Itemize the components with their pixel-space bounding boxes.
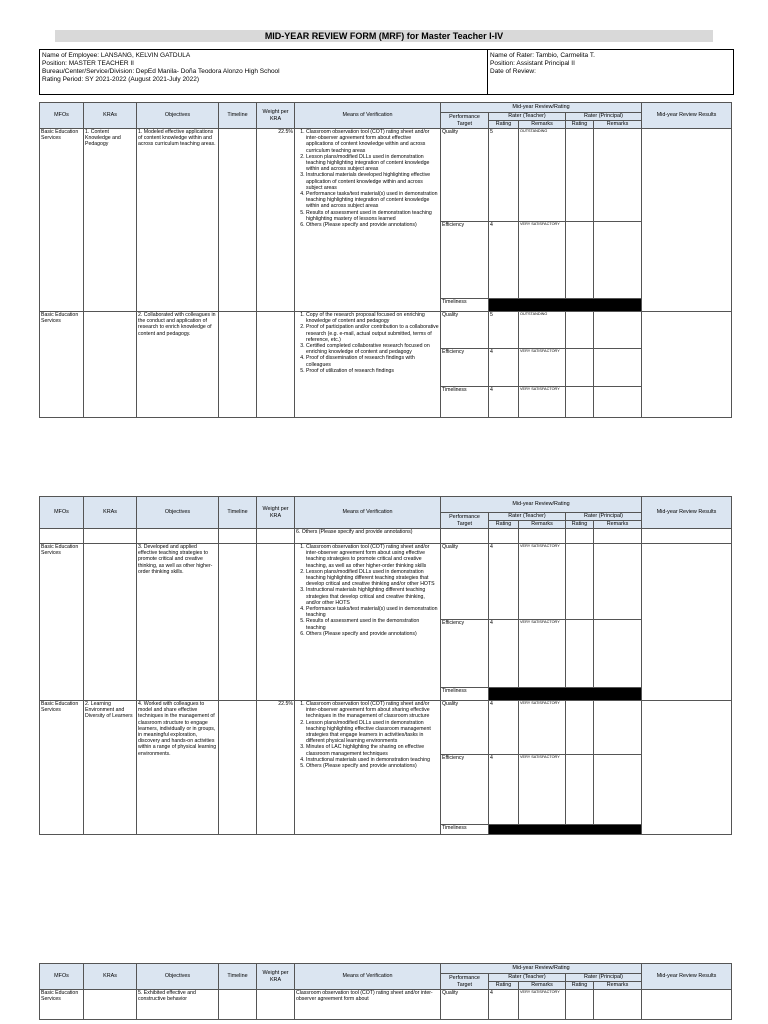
col-weight: Weight per KRA [257, 103, 295, 129]
timeline-cell [219, 544, 257, 701]
mov-item: 4. Instructional materials used in demonstration teaching [306, 757, 439, 763]
weight-cell [257, 544, 295, 701]
empty-cell [594, 529, 642, 544]
mov-item: 3. Instructional materials developed highlighting effective application of content knowledge within and across subject areas [306, 172, 439, 191]
col-weight: Weight per KRA [257, 964, 295, 990]
col-remarks: Remarks [519, 982, 566, 990]
remarks-value: OUTSTANDING [519, 129, 566, 222]
efficiency-label: Efficiency [441, 349, 489, 387]
mov-item: 5. Results of assessment used in demonstration teaching highlighting mastery of lessons learned [306, 210, 439, 222]
employee-info [42, 52, 482, 84]
review-table-1 [39, 102, 732, 418]
col-perf-target: Performance Target [441, 113, 489, 129]
rating-value: 5 [489, 312, 519, 349]
principal-rating [566, 755, 594, 825]
empty-cell [642, 529, 732, 544]
rating-value: 5 [489, 129, 519, 222]
col-remarks: Remarks [519, 121, 566, 129]
rating-value: 4 [489, 387, 519, 418]
results-cell [642, 990, 732, 1020]
empty-cell [84, 529, 137, 544]
remarks-value: VERY SATISFACTORY [519, 544, 566, 620]
principal-rating [566, 387, 594, 418]
col-midyear: Mid-year Review/Rating [441, 497, 642, 513]
remarks-value: VERY SATISFACTORY [519, 349, 566, 387]
col-perf-target: Performance Target [441, 513, 489, 529]
rating-value: 4 [489, 349, 519, 387]
mov-cell [295, 312, 441, 418]
principal-rating [566, 620, 594, 688]
col-mfos: MFOs [40, 964, 84, 990]
remarks-value: OUTSTANDING [519, 312, 566, 349]
mov-item: 1. Classroom observation tool (COT) rating sheet and/or inter-observer agreement form about effective applications of content knowledge within and across curriculum teaching areas [306, 129, 439, 154]
col-perf-target: Performance Target [441, 974, 489, 990]
employee-position: Position: MASTER TEACHER II [42, 60, 134, 67]
col-remarks: Remarks [519, 521, 566, 529]
principal-remarks [594, 990, 642, 1020]
col-weight: Weight per KRA [257, 497, 295, 529]
efficiency-label: Efficiency [441, 222, 489, 299]
weight-cell [257, 312, 295, 418]
objective-cell: 1. Modeled effective applications of content knowledge within and across curriculum teaching areas. [137, 129, 219, 312]
principal-remarks [594, 222, 642, 299]
mov-item: 4. Performance tasks/test material(s) used in demonstration teaching highlighting integration of content knowledge within and across subject areas [306, 191, 439, 210]
col-rater-teacher: Rater (Teacher) [489, 113, 566, 121]
review-table-2 [39, 496, 732, 835]
timeliness-label: Timeliness [441, 825, 489, 835]
objective-cell: 3. Developed and applied effective teaching strategies to promote critical and creative thinking, as well as other higher-order thinking skills. [137, 544, 219, 701]
mov-item: 3. Certified completed collaborative research focused on enriching knowledge of content and pedagogy [306, 343, 439, 355]
blacked-out-cell [489, 825, 642, 835]
principal-rating [566, 349, 594, 387]
principal-remarks [594, 620, 642, 688]
principal-rating [566, 544, 594, 620]
mov-item: 2. Lesson plans/modified DLLs used in demonstration teaching highlighting integration of content knowledge within and across subject areas [306, 154, 439, 173]
mov-item: 2. Lesson plans/modified DLLs used in demonstration teaching highlighting different teaching strategies that develop critical and creative thinking and/or other HOTS [306, 569, 439, 588]
mov-continued: 6. Others (Please specify and provide annotations) [295, 529, 441, 544]
col-rating: Rating [489, 121, 519, 129]
mov-item: 2. Lesson plans/modified DLLs used in demonstration teaching highlighting effective classroom management strategies that engage learners in activities/tasks in different physical learning environments [306, 720, 439, 745]
col-remarks: Remarks [594, 521, 642, 529]
empty-cell [519, 529, 566, 544]
mov-item: 5. Results of assessment used in the demonstration teaching [306, 618, 439, 630]
remarks-value: VERY SATISFACTORY [519, 222, 566, 299]
remarks-value: VERY SATISFACTORY [519, 620, 566, 688]
quality-label: Quality [441, 312, 489, 349]
empty-cell [257, 529, 295, 544]
kra-cell [84, 312, 137, 418]
results-cell [642, 312, 732, 418]
blacked-out-cell [489, 299, 642, 312]
col-kras: KRAs [84, 497, 137, 529]
objective-cell: 5. Exhibited effective and constructive behavior [137, 990, 219, 1020]
col-means: Means of Verification [295, 964, 441, 990]
remarks-value: VERY SATISFACTORY [519, 701, 566, 755]
col-kras: KRAs [84, 964, 137, 990]
col-objectives: Objectives [137, 497, 219, 529]
results-cell [642, 129, 732, 312]
col-objectives: Objectives [137, 103, 219, 129]
timeline-cell [219, 312, 257, 418]
results-cell [642, 701, 732, 835]
mov-item: 1. Classroom observation tool (COT) rating sheet and/or inter-observer agreement form about sharing effective techniques in the management of classroom structure [306, 701, 439, 720]
info-divider [487, 50, 488, 94]
col-rater-teacher: Rater (Teacher) [489, 974, 566, 982]
col-rating: Rating [566, 121, 594, 129]
principal-rating [566, 129, 594, 222]
rating-value: 4 [489, 701, 519, 755]
quality-label: Quality [441, 701, 489, 755]
remarks-value: VERY SATISFACTORY [519, 990, 566, 1020]
efficiency-label: Efficiency [441, 620, 489, 688]
col-means: Means of Verification [295, 103, 441, 129]
principal-rating [566, 312, 594, 349]
kra-cell: 1. Content Knowledge and Pedagogy [84, 129, 137, 312]
review-date: Date of Review: [490, 68, 536, 75]
col-objectives: Objectives [137, 964, 219, 990]
timeliness-label: Timeliness [441, 688, 489, 701]
col-rater-principal: Rater (Principal) [566, 113, 642, 121]
col-results: Mid-year Review Results [642, 103, 732, 129]
principal-rating [566, 990, 594, 1020]
blacked-out-cell [489, 688, 642, 701]
mov-item: 3. Minutes of LAC highlighting the sharing on effective classroom management techniques [306, 744, 439, 756]
mov-item: 5. Others (Please specify and provide annotations) [306, 763, 439, 769]
col-kras: KRAs [84, 103, 137, 129]
empty-cell [566, 529, 594, 544]
col-rating: Rating [489, 982, 519, 990]
empty-cell [40, 529, 84, 544]
principal-remarks [594, 755, 642, 825]
rating-value: 4 [489, 620, 519, 688]
col-timeline: Timeline [219, 103, 257, 129]
kra-cell: 2. Learning Environment and Diversity of Learners [84, 701, 137, 835]
mov-cell [295, 129, 441, 312]
col-means: Means of Verification [295, 497, 441, 529]
mov-item: 4. Performance tasks/test material(s) used in demonstration teaching [306, 606, 439, 618]
review-table-3 [39, 963, 732, 1020]
weight-cell [257, 990, 295, 1020]
rater-name: Name of Rater: Tambio, Carmelita T. [490, 52, 595, 59]
col-rater-teacher: Rater (Teacher) [489, 513, 566, 521]
remarks-value: VERY SATISFACTORY [519, 387, 566, 418]
rating-period: Rating Period: SY 2021-2022 (August 2021-July 2022) [42, 76, 200, 83]
col-rater-principal: Rater (Principal) [566, 513, 642, 521]
weight-cell: 22.5% [257, 701, 295, 835]
mov-item: 5. Proof of utilization of research findings [306, 368, 439, 374]
employee-name: Name of Employee: LANSANG, KELVIN GATDULA [42, 52, 191, 59]
empty-cell [489, 529, 519, 544]
mfo-cell: Basic Education Services [40, 312, 84, 418]
col-mfos: MFOs [40, 103, 84, 129]
col-timeline: Timeline [219, 497, 257, 529]
col-rating: Rating [566, 521, 594, 529]
principal-rating [566, 222, 594, 299]
mfo-cell: Basic Education Services [40, 129, 84, 312]
timeline-cell [219, 990, 257, 1020]
quality-label: Quality [441, 544, 489, 620]
kra-cell [84, 990, 137, 1020]
timeliness-label: Timeliness [441, 387, 489, 418]
mfo-cell: Basic Education Services [40, 701, 84, 835]
mov-item: 3. Instructional materials highlighting different teaching strategies that develop critical and creative thinking, and/or other HOTS [306, 587, 439, 606]
mov-cell: Classroom observation tool (COT) rating sheet and/or inter-observer agreement form about [295, 990, 441, 1020]
principal-rating [566, 701, 594, 755]
empty-cell [137, 529, 219, 544]
timeline-cell [219, 701, 257, 835]
weight-cell: 22.5% [257, 129, 295, 312]
col-mfos: MFOs [40, 497, 84, 529]
rating-value: 4 [489, 544, 519, 620]
mov-item: 1. Copy of the research proposal focused on enriching knowledge of content and pedagogy [306, 312, 439, 324]
mov-cell [295, 544, 441, 701]
principal-remarks [594, 312, 642, 349]
results-cell [642, 544, 732, 701]
rater-position: Position: Assistant Principal II [490, 60, 575, 67]
mfo-cell: Basic Education Services [40, 990, 84, 1020]
empty-cell [441, 529, 489, 544]
employee-info-box [39, 49, 734, 95]
remarks-value: VERY SATISFACTORY [519, 755, 566, 825]
principal-remarks [594, 129, 642, 222]
objective-cell: 2. Collaborated with colleagues in the conduct and application of research to enrich knowledge of content and pedagogy. [137, 312, 219, 418]
employee-bureau: Bureau/Center/Service/Division: DepEd Manila- Doña Teodora Alonzo High School [42, 68, 280, 75]
col-results: Mid-year Review Results [642, 964, 732, 990]
col-results: Mid-year Review Results [642, 497, 732, 529]
form-title: MID-YEAR REVIEW FORM (MRF) for Master Teacher I-IV [55, 30, 713, 42]
col-remarks: Remarks [594, 121, 642, 129]
efficiency-label: Efficiency [441, 755, 489, 825]
mov-item: 1. Classroom observation tool (COT) rating sheet and/or inter-observer agreement form about using effective teaching strategies to promote critical and creative teaching, as well as other higher-order thinking skills [306, 544, 439, 569]
rating-value: 4 [489, 755, 519, 825]
col-rating: Rating [566, 982, 594, 990]
objective-cell: 4. Worked with colleagues to model and share effective techniques in the management of classroom structure to engage learners, individually or in groups, in meaningful exploration, discovery and hands-on activities within a range of physical learning environments. [137, 701, 219, 835]
timeliness-label: Timeliness [441, 299, 489, 312]
mov-item: 4. Proof of dissemination of research findings with colleagues [306, 355, 439, 367]
principal-remarks [594, 701, 642, 755]
mov-item: 6. Others (Please specify and provide annotations) [306, 222, 439, 228]
rater-info [490, 52, 730, 76]
mov-item: 2. Proof of participation and/or contribution to a collaborative research (e.g. e-mail, actual output submitted, terms of reference, etc.) [306, 324, 439, 343]
col-rater-principal: Rater (Principal) [566, 974, 642, 982]
kra-cell [84, 544, 137, 701]
quality-label: Quality [441, 990, 489, 1020]
empty-cell [219, 529, 257, 544]
mfo-cell: Basic Education Services [40, 544, 84, 701]
col-midyear: Mid-year Review/Rating [441, 103, 642, 113]
col-remarks: Remarks [594, 982, 642, 990]
mov-cell [295, 701, 441, 835]
principal-remarks [594, 387, 642, 418]
principal-remarks [594, 544, 642, 620]
timeline-cell [219, 129, 257, 312]
quality-label: Quality [441, 129, 489, 222]
col-rating: Rating [489, 521, 519, 529]
col-timeline: Timeline [219, 964, 257, 990]
col-midyear: Mid-year Review/Rating [441, 964, 642, 974]
principal-remarks [594, 349, 642, 387]
mov-item: 6. Others (Please specify and provide annotations) [306, 631, 439, 637]
rating-value: 4 [489, 222, 519, 299]
rating-value: 4 [489, 990, 519, 1020]
